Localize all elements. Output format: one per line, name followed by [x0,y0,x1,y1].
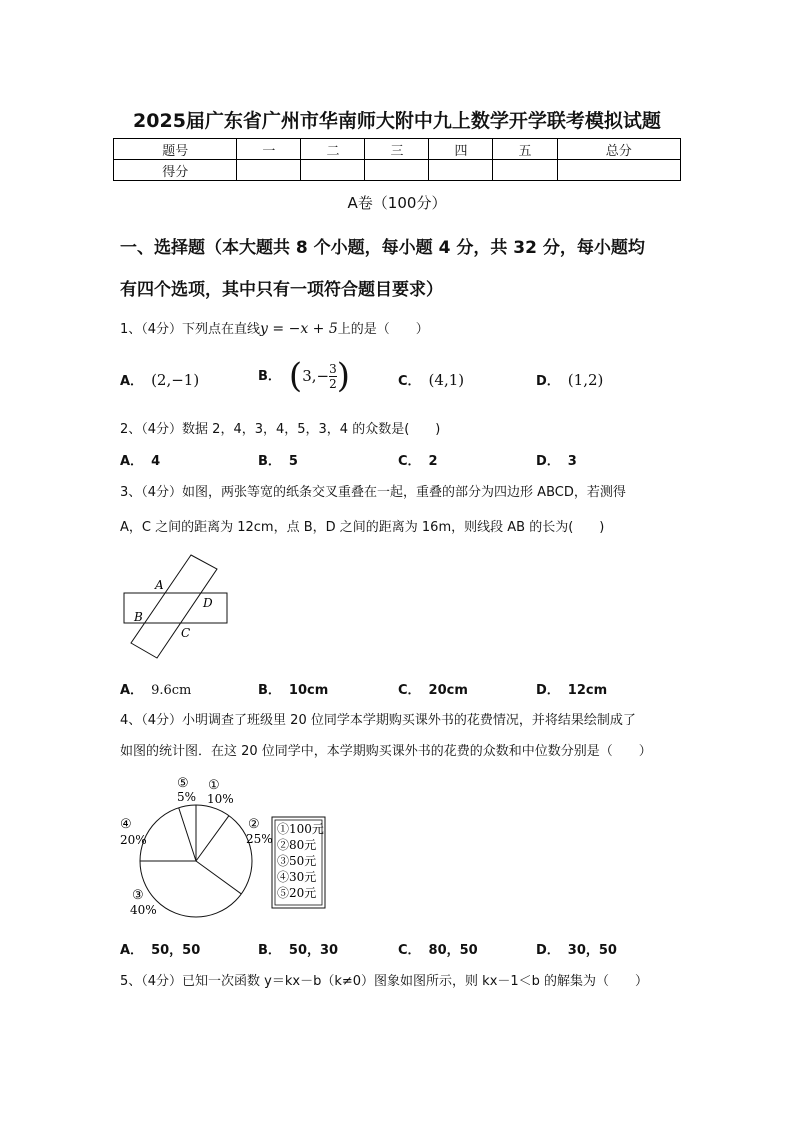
score-table-row [114,160,681,181]
left-paren: ( [288,356,303,396]
q3-option-c[interactable] [398,679,476,698]
option-label: C． [398,943,421,958]
option-text: 5 [288,454,298,469]
score-header-cell: 二 [301,139,365,160]
slice-percent-2: 25% [246,832,273,846]
q3-figure [118,550,240,662]
q4-option-b[interactable] [258,939,346,958]
option-text: 3 [567,454,577,469]
option-label: C． [398,374,421,389]
option-text: 50，50 [151,943,201,958]
score-header-cell: 一 [237,139,301,160]
q3-option-d[interactable] [536,679,615,698]
slice-label-5: ⑤ [177,776,189,791]
option-label: A． [120,683,144,698]
slice-label-3: ③ [132,888,144,903]
question-5: 5、（4分）已知一次函数 y＝kx－b（k≠0）图象如图所示，则 kx－1＜b 的解集为（ ） [120,974,649,989]
slice-percent-3: 40% [130,903,157,917]
score-cell [365,160,429,181]
option-text: 80，50 [428,943,478,958]
score-cell [237,160,301,181]
score-cell [557,160,681,181]
legend-item: ②80元 [277,838,317,852]
right-paren: ) [336,356,350,396]
option-text: 9.6cm [151,683,192,698]
score-header-cell: 四 [429,139,493,160]
question-3-line2: A，C 之间的距离为 12cm，点 B，D 之间的距离为 16m，则线段 AB 的长为( ) [120,520,605,535]
option-text: (2,−1) [151,371,200,389]
q1-option-a[interactable] [120,370,199,389]
option-text: 3,− [302,367,330,385]
option-label: D． [536,454,560,469]
q4-option-d[interactable] [536,939,625,958]
slice-label-2: ② [248,817,260,832]
q4-pie-chart [110,770,360,920]
label-b: B [134,610,143,624]
option-text: 2 [428,454,438,469]
option-label: B． [258,683,281,698]
label-a: A [155,578,164,592]
question-4-line1: 4、（4分）小明调查了班级里 20 位同学本学期购买课外书的花费情况，并将结果绘制成了 [120,713,636,728]
slice-percent-1: 10% [207,792,234,806]
option-label: D． [536,683,560,698]
option-label: C． [398,683,421,698]
option-text: (1,2) [567,371,604,389]
legend-item: ③50元 [277,854,317,868]
slice-percent-4: 20% [120,833,147,847]
q2-option-a[interactable] [120,450,168,469]
q3-option-a[interactable] [120,679,191,698]
pie-slice-boundary [196,861,241,894]
question-1-equation: y = −x + 5 [260,321,338,337]
pie-slice-boundary [179,808,196,861]
option-text: 12cm [567,683,608,698]
slice-percent-5: 5% [177,790,197,804]
option-text: 10cm [288,683,329,698]
question-3-line1: 3、（4分）如图，两张等宽的纸条交叉重叠在一起，重叠的部分为四边形 ABCD，若测得 [120,485,626,500]
score-cell [493,160,557,181]
q2-option-b[interactable] [258,450,306,469]
score-table-header-row [114,139,681,160]
score-header-cell: 五 [493,139,557,160]
option-label: D． [536,943,560,958]
score-cell [301,160,365,181]
label-c: C [181,626,191,640]
part1-heading-line1: 一、选择题（本大题共 8 个小题，每小题 4 分，共 32 分，每小题均 [120,238,645,258]
pie-slices [140,805,252,917]
score-table [113,138,681,181]
question-1-suffix: 上的是（ ） [337,322,429,337]
section-title: A卷（100分） [347,194,447,212]
option-label: B． [258,368,281,384]
legend-item: ①100元 [277,822,324,836]
q1-option-b[interactable] [258,356,350,396]
question-2: 2、（4分）数据 2，4，3，4，5，3，4 的众数是( ) [120,422,441,437]
option-text: 30，50 [567,943,617,958]
slice-label-4: ④ [120,817,132,832]
q3-option-b[interactable] [258,679,336,698]
option-label: D． [536,374,560,389]
option-label: B． [258,454,281,469]
score-header-cell: 总分 [557,139,681,160]
option-text: (4,1) [428,371,465,389]
fraction-numerator: 3 [329,361,337,376]
label-d: D [203,596,213,610]
score-header-cell: 三 [365,139,429,160]
option-text: 4 [151,454,161,469]
fraction [329,362,337,391]
option-label: A． [120,454,144,469]
question-1 [120,318,429,337]
q1-option-c[interactable] [398,370,464,389]
legend-item: ⑤20元 [277,886,317,900]
slice-label-1: ① [208,778,220,793]
pie-slice-boundary [196,816,229,861]
q2-option-c[interactable] [398,450,446,469]
score-row-label: 得分 [114,160,237,181]
q4-option-a[interactable] [120,939,208,958]
score-cell [429,160,493,181]
option-label: A． [120,374,144,389]
page-title: 2025届广东省广州市华南师大附中九上数学开学联考模拟试题 [133,110,661,132]
score-header-cell: 题号 [114,139,237,160]
option-text: 50，30 [288,943,339,958]
option-text: 20cm [428,683,468,698]
option-label: B． [258,943,281,958]
q4-option-c[interactable] [398,939,486,958]
question-4-line2: 如图的统计图．在这 20 位同学中，本学期购买课外书的花费的众数和中位数分别是（ ） [120,744,652,759]
fraction-denominator: 2 [329,376,337,391]
q1-option-d[interactable] [536,370,603,389]
legend-item: ④30元 [277,870,317,884]
question-1-prefix: 1、（4分）下列点在直线 [120,322,261,337]
part1-heading-line2: 有四个选项，其中只有一项符合题目要求） [120,280,443,300]
option-label: A． [120,943,144,958]
option-label: C． [398,454,421,469]
q2-option-d[interactable] [536,450,585,469]
